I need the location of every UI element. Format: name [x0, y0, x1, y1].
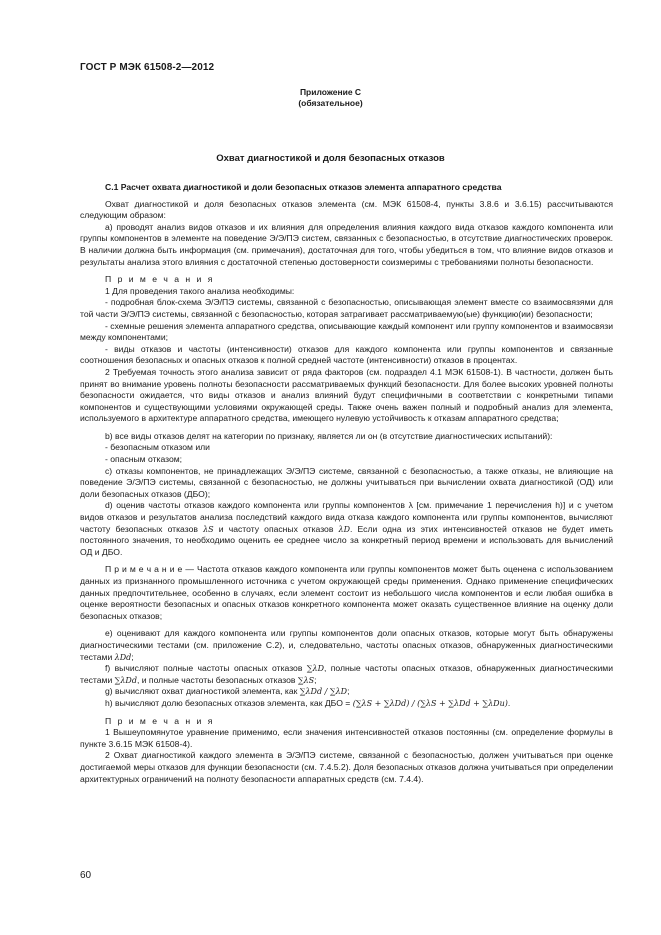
paragraph-intro: Охват диагностикой и доля безопасных отказов элемента (см. МЭК 61508-4, пункты 3.8.6 и 3.6.15) рассчитываются следующим образом:	[80, 198, 613, 221]
paragraph-f	[80, 663, 613, 686]
note-1: 1 Для проведения такого анализа необходимы:	[105, 285, 295, 296]
paragraph-d-text-2: и частоту опасных отказов	[213, 523, 339, 534]
paragraph-e-text-2: ;	[131, 651, 134, 662]
note-1-item: - подробная блок-схема Э/Э/ПЭ системы, связанной с безопасностью, описывающая элемент вместе со взаимосвязями для той части Э/Э/ПЭ системы, связанной с безопасностью, которая затрагивает рассматриваемую(ые) функцию(ии) безопасности;	[80, 297, 613, 319]
paragraph-g-text-2: ;	[347, 686, 350, 697]
sff-formula: (∑λS + ∑λDd) / (∑λS + ∑λDd + ∑λDu)	[352, 698, 508, 708]
notes-heading: П р и м е ч а н и я	[105, 274, 215, 285]
paragraph-e-text-1: e) оценивают для каждого компонента или группы компонентов доли опасных отказов, которые могут быть обнаружены диагностическими тестами (см. приложение С.2), и, следовательно, частоты опасных отказов, обнаруженных диагностическими тестами	[80, 628, 613, 662]
section-heading: С.1 Расчет охвата диагностикой и доли безопасных отказов элемента аппаратного средства	[105, 182, 502, 192]
list-item: - безопасным отказом или	[105, 442, 210, 453]
sum-lambda-s: ∑λS	[297, 675, 315, 685]
paragraph-f-text-2: , полные частоты опасных отказов, обнаруженных диагностическими тестами	[80, 663, 614, 685]
note-2: 2 Требуемая точность этого анализа зависит от ряда факторов (см. подраздел 4.1 МЭК 61508-1). В частности, должен быть принят во внимание уровень полноты безопасности рассматриваемых функций безопасности. Для более высоких уровней полноты безопасности ожидается, что виды отказов и анализ влияний будут специфичными в соответствии с конкретными типами компонентов и существующими условиями окружающей среды. Также очень важен полный и подробный анализ для элемента, используемого в архитектуре аппаратного средства, имеющего нулевую устойчивость к отказам аппаратного средства;	[80, 366, 613, 424]
paragraph-h-text-1: h) вычисляют долю безопасных отказов элемента, как ДБО =	[105, 697, 353, 708]
paragraph-g-text-1: g) вычисляют охват диагностикой элемента, как	[105, 686, 300, 697]
page-number: 60	[80, 870, 92, 881]
paragraph-f-text-3: , и полные частоты безопасных отказов	[136, 674, 298, 685]
note-inline: П р и м е ч а н и е — Частота отказов каждого компонента или группы компонентов может быть оценена с использованием данных из признанного промышленного источника с учетом окружающей среды применения. Однако применение специфических данных предпочтительнее, особенно в случаях, если элемент состоит из небольшого числа компонентов и если любая ошибка в оценке вероятности безопасных и опасных отказов конкретного компонента может оказать существенное влияние на оценку доли безопасных отказов;	[80, 564, 613, 621]
sum-lambda-dd: ∑λDd	[114, 675, 137, 685]
paragraph-e	[80, 628, 613, 663]
paragraph-g	[80, 686, 613, 698]
document-body	[80, 182, 613, 785]
paragraph-a: a) проводят анализ видов отказов и их влияния для определения влияния каждого вида отказов каждого компонента или группы компонентов в элементе на поведение Э/Э/ПЭ систем, связанных с безопасностью, в отсутствие диагностических проверок. В наличии должна быть информация (см. примечания), достаточная для того, чтобы убедиться в том, что влияние видов отказов и результаты анализа этого влияния с достаточной степенью достоверности соизмеримы с требованиями полноты безопасности.	[80, 221, 613, 267]
paragraph-d-text-3: . Если одна из этих интенсивностей отказов не будет иметь постоянного значения, то необходимо оценить ее среднее число за конкретный период времени и использовать для вычислений ОД и ДБО.	[80, 523, 613, 557]
appendix-status: (обязательное)	[298, 98, 363, 108]
paragraph-c: c) отказы компонентов, не принадлежащих Э/Э/ПЭ системе, связанной с безопасностью, а также отказы, не влияющие на поведение Э/Э/ПЭ системы, связанной с безопасностью, не должны учитываться при вычислении охвата диагностикой (ОД) или доли безопасных отказов (ДБО);	[80, 465, 613, 499]
paragraph-b: b) все виды отказов делят на категории по признаку, является ли он (в отсутствие диагностических испытаний):	[105, 430, 553, 441]
sum-lambda-d: ∑λD	[306, 664, 324, 674]
paragraph-f-text-1: f) вычисляют полные частоты опасных отказов	[105, 663, 307, 674]
standard-header: ГОСТ Р МЭК 61508-2—2012	[80, 62, 215, 73]
dc-formula: ∑λDd / ∑λD	[299, 687, 348, 697]
lambda-d-symbol: λD	[338, 524, 351, 534]
paragraph-d	[80, 500, 613, 558]
note-1-item: - виды отказов и частоты (интенсивности) отказов для каждого компонента или группы компонентов и связанные соотношения безопасных и опасных отказов к полной средней частоте (интенсивности) отказов в процентах.	[80, 343, 613, 366]
list-item: - опасным отказом;	[105, 454, 183, 465]
paragraph-h-text-2: .	[507, 697, 511, 708]
main-title: Охват диагностикой и доля безопасных отказов	[216, 153, 445, 164]
lambda-dd-symbol: λDd	[114, 652, 132, 662]
paragraph-f-text-4: ;	[314, 674, 317, 685]
note-2: 2 Охват диагностикой каждого элемента в Э/Э/ПЭ системе, связанной с безопасностью, должен учитываться при оценке достигаемой меры отказов для функции безопасности (см. 7.4.5.2). Доля безопасных отказов должна учитываться при определении архитектурных ограничений на полноту безопасности аппаратных средств (см. 7.4.4).	[80, 750, 613, 784]
lambda-s-symbol: λS	[203, 524, 214, 534]
note-1: 1 Вышеупомянутое уравнение применимо, если значения интенсивностей отказов постоянны (см. определение формулы в пункте 3.6.15 МЭК 61508-4).	[80, 727, 613, 749]
note-1-item: - схемные решения элемента аппаратного средства, описывающие каждый компонент или группу компонентов и взаимосвязи между компонентами;	[80, 320, 613, 343]
notes-heading: П р и м е ч а н и я	[105, 715, 215, 726]
paragraph-h	[80, 698, 613, 710]
appendix-title: Приложение С	[299, 87, 362, 97]
paragraph-d-text-1: d) оценив частоты отказов каждого компонента или группы компонентов λ [см. примечание 1 перечисления h)] и с учетом видов отказов и результатов анализа последствий каждого вида отказа каждого компонента или группы компонентов, вычисляют частоту безопасных отказов	[80, 500, 613, 534]
